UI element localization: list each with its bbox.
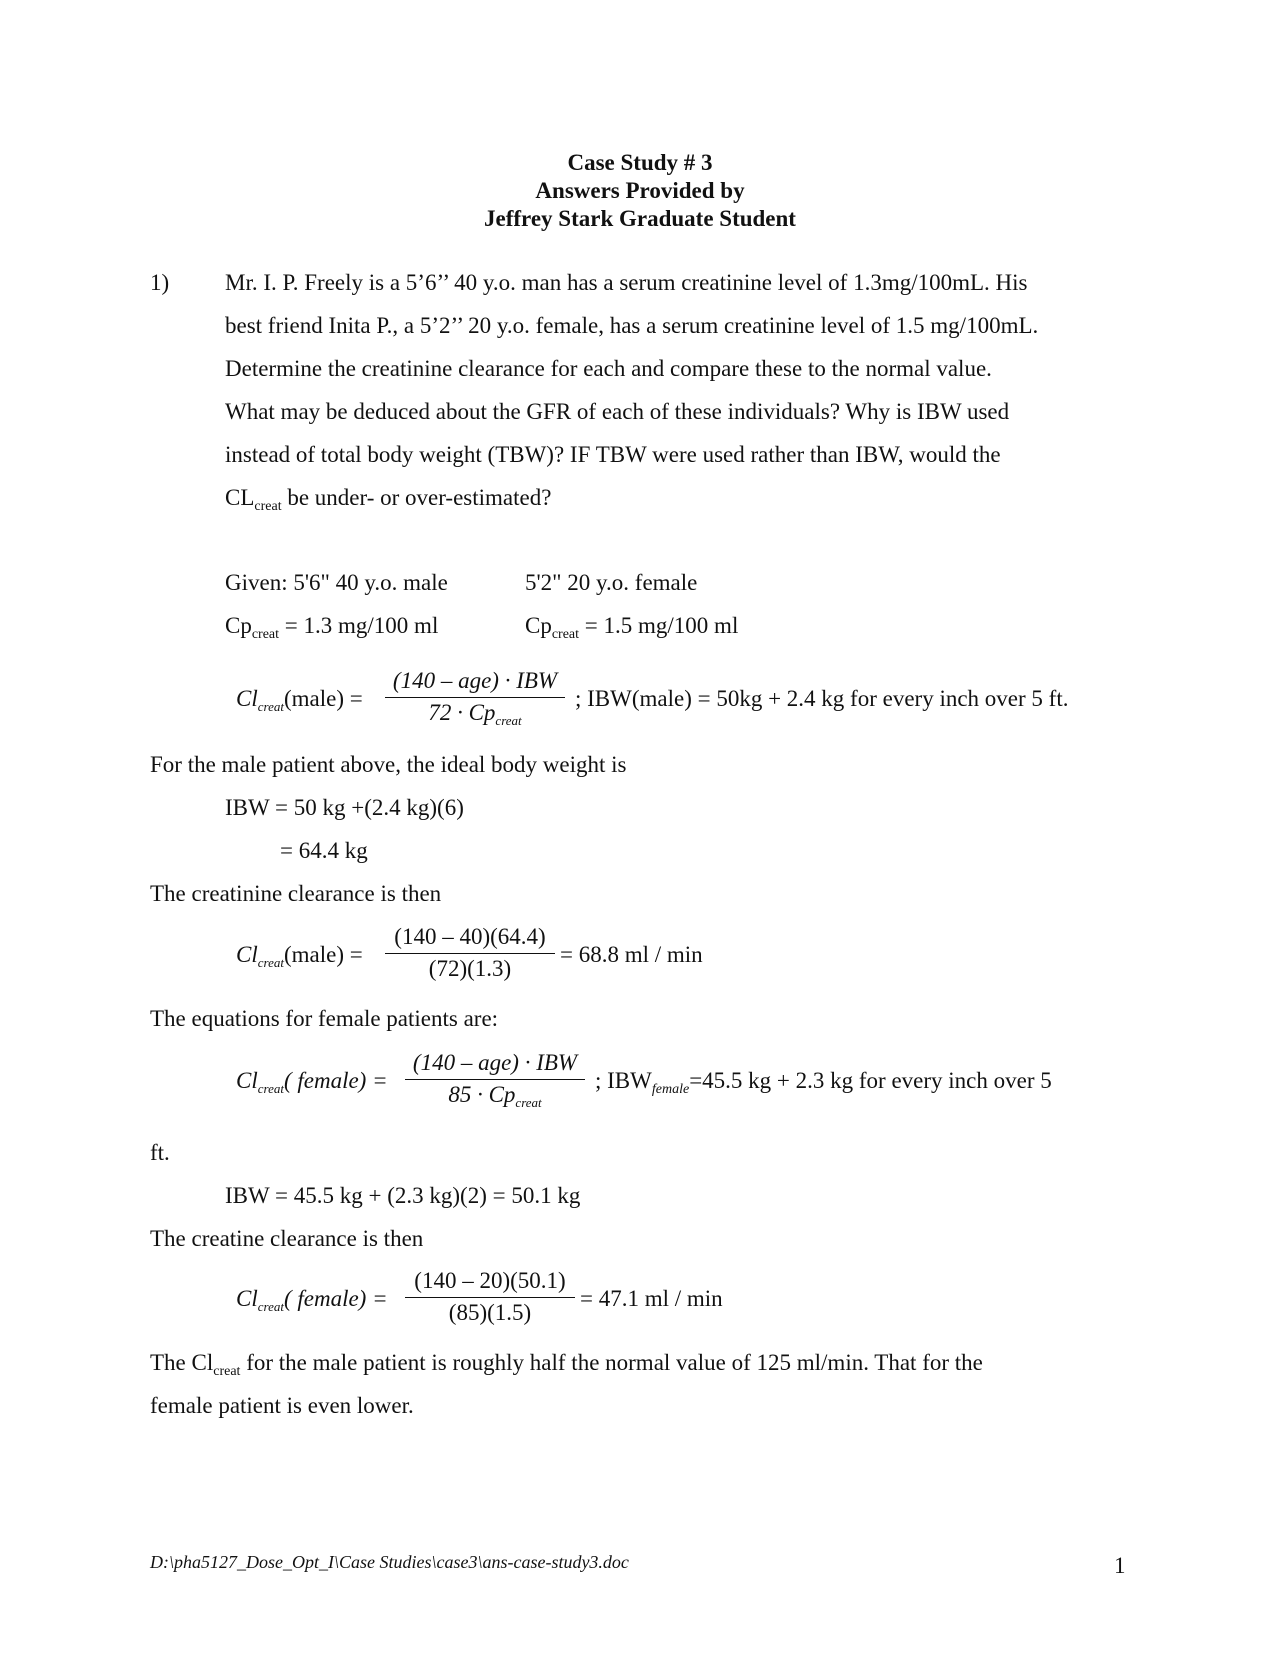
- female-clear-fraction: [405, 1268, 575, 1326]
- given-female: 5'2" 20 y.o. female: [525, 570, 698, 595]
- male-clear-denominator: (72)(1.3): [428, 956, 512, 981]
- den-subscript: creat: [495, 713, 522, 728]
- female-formula-denominator: [405, 1082, 585, 1108]
- title-line-3: Jeffrey Stark Graduate Student: [484, 206, 796, 231]
- female-clear-bar: [405, 1297, 575, 1298]
- cl-symbol: Cl: [236, 942, 258, 967]
- male-clear-lhs-rest: (male) =: [283, 942, 363, 967]
- den-subscript: creat: [515, 1095, 542, 1110]
- ibw-rule-rest: =45.5 kg + 2.3 kg for every inch over 5: [689, 1068, 1052, 1093]
- cl-prefix: CL: [225, 485, 255, 510]
- male-clear-lhs: [236, 942, 363, 968]
- male-formula-numerator: (140 – age) · IBW: [392, 668, 558, 693]
- cp-prefix: Cp: [225, 613, 252, 638]
- male-ibw-intro: For the male patient above, the ideal body weight is: [150, 752, 627, 777]
- male-clear-result: = 68.8 ml / min: [560, 942, 703, 967]
- cl-subscript: creat: [257, 1299, 284, 1314]
- female-formula-lhs: [236, 1068, 388, 1094]
- male-formula-lhs-rest: (male) =: [283, 686, 363, 711]
- conclusion-line-1: [150, 1350, 983, 1379]
- male-clear-intro: The creatinine clearance is then: [150, 881, 442, 906]
- female-formula-ibw-rule: [595, 1068, 1052, 1097]
- page-number: 1: [1114, 1553, 1126, 1578]
- den-prefix: 85 · Cp: [448, 1082, 516, 1107]
- den-prefix: 72 · Cp: [428, 700, 496, 725]
- male-clear-fraction: [385, 924, 555, 982]
- male-clear-numerator: (140 – 40)(64.4): [394, 924, 546, 949]
- female-clear-result: = 47.1 ml / min: [580, 1286, 723, 1311]
- question-line-4: What may be deduced about the GFR of each of these individuals? Why is IBW used: [225, 399, 1010, 424]
- cl-subscript: creat: [257, 699, 284, 714]
- cp-female-value: = 1.5 mg/100 ml: [579, 613, 739, 638]
- cl-symbol: Cl: [236, 686, 258, 711]
- female-ibw-line: IBW = 45.5 kg + (2.3 kg)(2) = 50.1 kg: [225, 1183, 581, 1208]
- question-line-6: [225, 485, 552, 514]
- question-line-1: Mr. I. P. Freely is a 5’6’’ 40 y.o. man has a serum creatinine level of 1.3mg/100mL. His: [225, 270, 1028, 295]
- female-formula-bar: [405, 1079, 585, 1080]
- female-clear-intro: The creatine clearance is then: [150, 1226, 424, 1251]
- female-formula-wrap: ft.: [150, 1140, 170, 1165]
- conclusion-subscript: creat: [213, 1364, 241, 1379]
- cp-subscript: creat: [551, 627, 580, 642]
- cp-subscript: creat: [251, 627, 280, 642]
- conclusion-prefix: The Cl: [150, 1350, 214, 1375]
- cp-male: [225, 613, 439, 642]
- cl-subscript: creat: [254, 499, 282, 514]
- cp-male-value: = 1.3 mg/100 ml: [279, 613, 439, 638]
- male-formula-ibw-rule: ; IBW(male) = 50kg + 2.4 kg for every inch over 5 ft.: [575, 686, 1069, 711]
- title-line-1: Case Study # 3: [567, 150, 713, 175]
- question-line-2: best friend Inita P., a 5’2’’ 20 y.o. female, has a serum creatinine level of 1.5 mg/100mL.: [225, 313, 1039, 338]
- male-formula-lhs: [236, 686, 363, 712]
- ibw-prefix: ; IBW: [595, 1068, 652, 1093]
- male-ibw-line-2: = 64.4 kg: [280, 838, 368, 863]
- given-male: Given: 5'6" 40 y.o. male: [225, 570, 448, 595]
- female-formula-intro: The equations for female patients are:: [150, 1006, 499, 1031]
- cl-symbol: Cl: [236, 1286, 258, 1311]
- female-formula-fraction: [405, 1050, 585, 1108]
- title-line-2: Answers Provided by: [535, 178, 745, 203]
- question-line-6-rest: be under- or over-estimated?: [281, 485, 552, 510]
- female-formula-lhs-rest: ( female) =: [283, 1068, 388, 1093]
- male-formula-denominator: [385, 700, 565, 726]
- female-formula-numerator: (140 – age) · IBW: [412, 1050, 578, 1075]
- conclusion-rest: for the male patient is roughly half the normal value of 125 ml/min. That for the: [240, 1350, 983, 1375]
- question-line-5: instead of total body weight (TBW)? IF TBW were used rather than IBW, would the: [225, 442, 1001, 467]
- question-line-3: Determine the creatinine clearance for each and compare these to the normal value.: [225, 356, 992, 381]
- cp-prefix: Cp: [525, 613, 552, 638]
- male-formula-bar: [385, 697, 565, 698]
- footer-file-path: D:\pha5127_Dose_Opt_I\Case Studies\case3\ans-case-study3.doc: [150, 1552, 629, 1572]
- male-clear-bar: [385, 953, 555, 954]
- cp-female: [525, 613, 739, 642]
- male-formula-fraction: [385, 668, 565, 726]
- female-clear-lhs: [236, 1286, 388, 1312]
- question-number: 1): [150, 270, 170, 295]
- conclusion-line-2: female patient is even lower.: [150, 1393, 414, 1418]
- cl-symbol: Cl: [236, 1068, 258, 1093]
- cl-subscript: creat: [257, 1081, 284, 1096]
- female-clear-numerator: (140 – 20)(50.1): [414, 1268, 566, 1293]
- male-ibw-line-1: IBW = 50 kg +(2.4 kg)(6): [225, 795, 464, 820]
- ibw-subscript: female: [651, 1082, 690, 1097]
- female-clear-lhs-rest: ( female) =: [283, 1286, 388, 1311]
- female-clear-denominator: (85)(1.5): [448, 1300, 532, 1325]
- cl-subscript: creat: [257, 955, 284, 970]
